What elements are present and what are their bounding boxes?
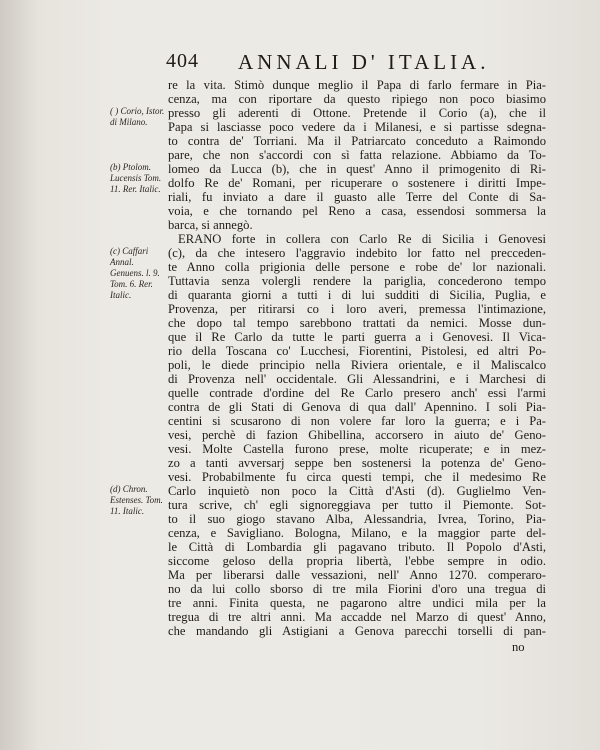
text-line: dolfo Re de' Romani, per ricuperare o sostenere i diritti Impe- bbox=[168, 176, 546, 190]
text-line: vesi, perchè di fazion Ghibellina, accorsero in aiuto de' Geno- bbox=[168, 428, 546, 442]
text-line: voia, e che tornando pel Reno a casa, essendosi sommersa la bbox=[168, 204, 546, 218]
text-line: zo a tanti avversarj seppe ben sostenersi la potenza de' Geno- bbox=[168, 456, 546, 470]
text-line: pare, che non s'accordi con sì fatta relazione. Abbiamo da To- bbox=[168, 148, 546, 162]
page-number: 404 bbox=[166, 50, 199, 72]
text-line: rio della Toscana co' Lucchesi, Fiorentini, Pistolesi, ed altri Po- bbox=[168, 344, 546, 358]
text-line: barca, si annegò. bbox=[168, 218, 253, 232]
text-line: contra de gli Stati di Genova di qua dall' Apennino. I soli Pia- bbox=[168, 400, 546, 414]
text-line: siccome geloso della propria libertà, l'ebbe sempre in odio. bbox=[168, 554, 546, 568]
text-line: Tuttavia senza volergli rendere la pariglia, concederono tempo bbox=[168, 274, 546, 288]
text-line: cenza, ma con riportare da questo ripiego non poco biasimo bbox=[168, 92, 546, 106]
text-line: re la vita. Stimò dunque meglio il Papa di farlo fermare in Pia- bbox=[168, 78, 546, 92]
page-header bbox=[166, 50, 566, 76]
text-line: presso gli aderenti di Ottone. Pretende il Corio (a), che il bbox=[168, 106, 546, 120]
text-line: Carlo inquietò non poco la Città d'Asti (d). Guglielmo Ven- bbox=[168, 484, 546, 498]
text-line: ERANO forte in collera con Carlo Re di Sicilia i Genovesi bbox=[178, 232, 546, 246]
text-line: quelle contrade d'ordine del Re Carlo presero anch' essi l'armi bbox=[168, 386, 546, 400]
text-line: Papa si lasciasse poco vedere da i Milanesi, e si partisse sdegna- bbox=[168, 120, 546, 134]
margin-note: ( ) Corio, Istor. di Milano. bbox=[110, 106, 165, 127]
text-line: vesi. Molte Castella furono prese, molte ricuperate; e in mez- bbox=[168, 442, 546, 456]
text-line: lomeo da Lucca (b), che in quest' Anno il primogenito di Ri- bbox=[168, 162, 546, 176]
running-title: ANNALI D' ITALIA. bbox=[238, 50, 490, 74]
text-line: di Provenza nell' occidentale. Gli Alessandrini, e i Marchesi di bbox=[168, 372, 546, 386]
text-line: te Anno colla prigionia delle persone e robe de' lor nazionali. bbox=[168, 260, 546, 274]
margin-note: (c) Caffari Annal. Genuens. l. 9. Tom. 6. Rer. Italic. bbox=[110, 246, 160, 300]
text-line: poli, le diede principio nella Riviera orientale, e il Maliscalco bbox=[168, 358, 546, 372]
text-line: cenza, e Savigliano. Bologna, Milano, e la maggior parte del- bbox=[168, 526, 546, 540]
text-line: (c), da che intesero l'aggravio indebito lor fatto nel precceden- bbox=[168, 246, 546, 260]
text-line: centini si scusarono di non volere far loro la guerra; e i Pa- bbox=[168, 414, 546, 428]
catchword: no bbox=[512, 640, 525, 654]
text-line: le Città di Lombardia gli pagavano tributo. Il Popolo d'Asti, bbox=[168, 540, 546, 554]
text-line: di quaranta giorni a tutti i di lui sudditi di Sicilia, Puglia, e bbox=[168, 288, 546, 302]
text-line: che mandando gli Astigiani a Genova parecchi torselli di pan- bbox=[168, 624, 546, 638]
text-line: to il suo giogo stavano Alba, Alessandria, Ivrea, Torino, Pia- bbox=[168, 512, 546, 526]
text-line: tre anni. Finita questa, ne pagarono altre undici mila per la bbox=[168, 596, 546, 610]
text-line: vesi. Probabilmente fu circa questi tempi, che il medesimo Re bbox=[168, 470, 546, 484]
margin-note: (b) Ptolom. Lucensis Tom. 11. Rer. Italic. bbox=[110, 162, 162, 194]
text-line: Ma per liberarsi dalle vessazioni, nell' Anno 1270. comperaro- bbox=[168, 568, 546, 582]
margin-note: (d) Chron. Estenses. Tom. 11. Italic. bbox=[110, 484, 163, 516]
text-line: riali, fu inviato a dare il guasto alle Terre del Conte di Sa- bbox=[168, 190, 546, 204]
text-line: to contra de' Torriani. Ma il Patriarcato conceduto a Raimondo bbox=[168, 134, 546, 148]
text-line: tregua di tre altri anni. Ma accadde nel Marzo di quest' Anno, bbox=[168, 610, 546, 624]
text-line: che dopo tal tempo sarebbono trattati da nemici. Mosse dun- bbox=[168, 316, 546, 330]
text-line: Provenza, per ritirarsi co i loro averi, premessa l'intimazione, bbox=[168, 302, 546, 316]
text-line: no da lui collo sborso di tre mila Fiorini d'oro una tregua di bbox=[168, 582, 546, 596]
text-line: que il Re Carlo da tutte le parti guerra a i Genovesi. Il Vica- bbox=[168, 330, 546, 344]
text-line: tura scrive, ch' egli signoreggiava per tutto il Piemonte. Sot- bbox=[168, 498, 546, 512]
